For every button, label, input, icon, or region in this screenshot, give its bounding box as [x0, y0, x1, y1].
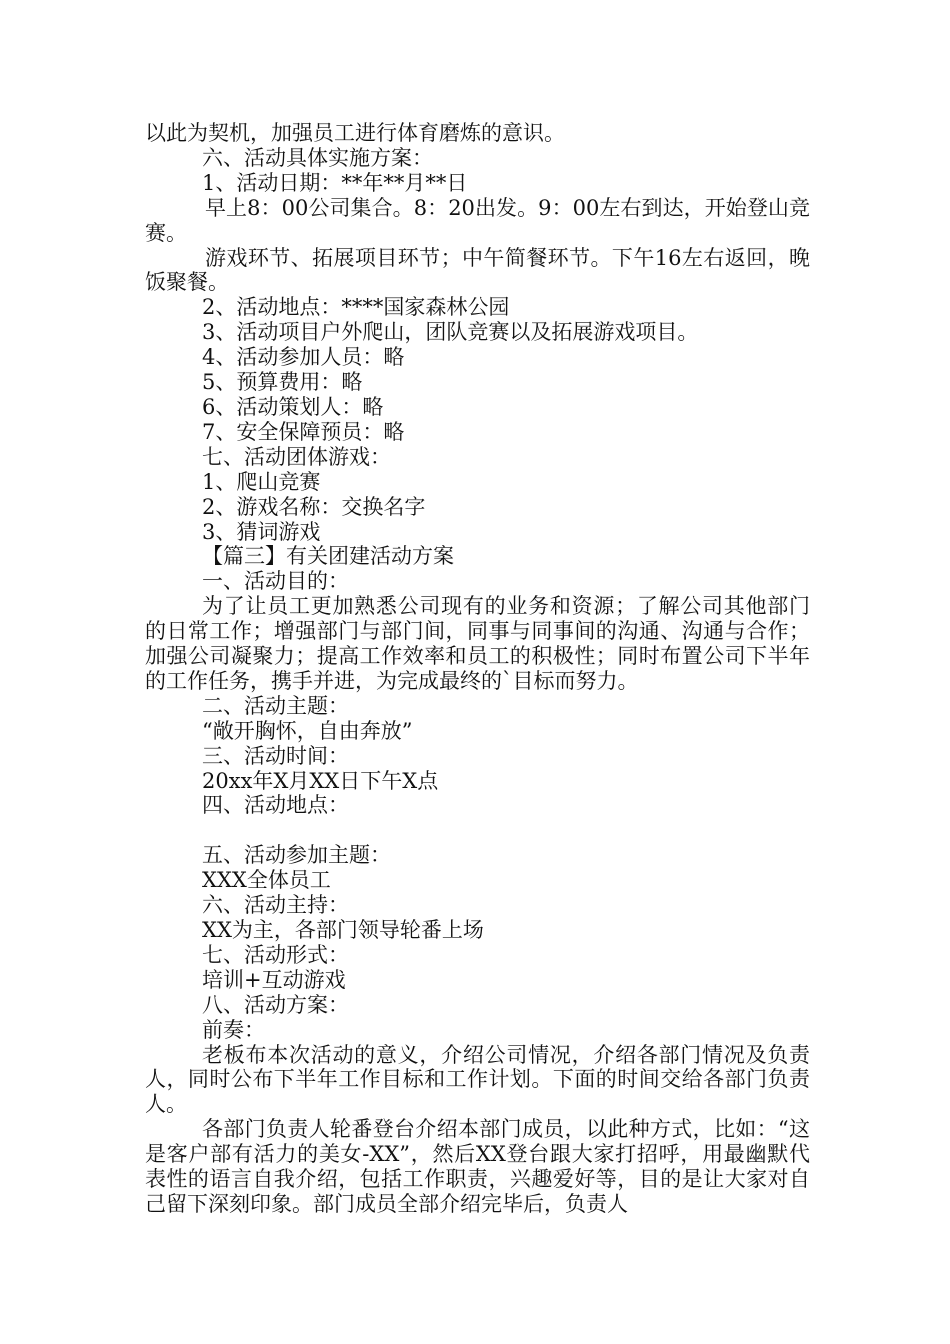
- list-item: 2、活动地点：****国家森林公园: [202, 295, 510, 320]
- paragraph: XXX全体员工: [202, 868, 331, 893]
- paragraph: 早上8：00公司集合。8：20出发。9：00左右到达，开始登山竞赛。: [145, 195, 810, 245]
- paragraph: 老板布本次活动的意义，介绍公司情况，介绍各部门情况及负责人，同时公布下半年工作目标和工作计划。下面的时间交给各部门负责人。: [145, 1042, 810, 1117]
- section-heading: 七、活动形式：: [202, 942, 349, 967]
- list-item: 4、活动参加人员：略: [202, 345, 405, 370]
- section-heading: 六、活动具体实施方案：: [202, 145, 433, 170]
- paragraph: 各部门负责人轮番登台介绍本部门成员，以此种方式，比如：“这是客户部有活力的美女-XX”，然后XX登台跟大家打招呼，用最幽默代表性的语言自我介绍，包括工作职责，兴趣爱好等，目的是让大家对自己留下深刻印象。部门成员全部介绍完毕后，负责人: [145, 1117, 810, 1216]
- paragraph: 前奏：: [202, 1017, 265, 1042]
- section-heading: 三、活动时间：: [202, 743, 349, 768]
- list-item: 1、爬山竞赛: [202, 469, 321, 494]
- section-heading: 七、活动团体游戏：: [202, 444, 391, 469]
- list-item: 5、预算费用：略: [202, 370, 363, 395]
- paragraph: 培训+互动游戏: [202, 967, 346, 992]
- chapter-heading: 【篇三】有关团建活动方案: [202, 544, 454, 569]
- section-heading: 四、活动地点：: [202, 793, 349, 818]
- list-item: 2、游戏名称：交换名字: [202, 494, 426, 519]
- paragraph: 以此为契机，加强员工进行体育磨炼的意识。: [145, 121, 565, 145]
- blank-line: [145, 818, 810, 843]
- paragraph: “敞开胸怀，自由奔放”: [202, 718, 413, 743]
- list-item: 7、安全保障预员：略: [202, 419, 405, 444]
- section-heading: 五、活动参加主题：: [202, 843, 391, 868]
- paragraph: 为了让员工更加熟悉公司现有的业务和资源；了解公司其他部门的日常工作；增强部门与部门间，同事与同事间的沟通、沟通与合作；加强公司凝聚力；提高工作效率和员工的积极性；同时布置公司下半年的工作任务，携手并进，为完成最终的`目标而努力。: [145, 594, 810, 693]
- paragraph: 游戏环节、拓展项目环节；中午简餐环节。下午16左右返回，晚饭聚餐。: [145, 245, 810, 295]
- document-body: [145, 121, 810, 1217]
- list-item: 3、猜词游戏: [202, 519, 321, 544]
- section-heading: 一、活动目的：: [202, 569, 349, 594]
- section-heading: 二、活动主题：: [202, 693, 349, 718]
- paragraph: XX为主，各部门领导轮番上场: [202, 917, 484, 942]
- list-item: 6、活动策划人：略: [202, 394, 384, 419]
- paragraph: 20xx年X月XX日下午X点: [202, 768, 439, 793]
- list-item: 3、活动项目户外爬山，团队竞赛以及拓展游戏项目。: [202, 320, 699, 345]
- list-item: 1、活动日期：**年**月**日: [202, 170, 468, 195]
- section-heading: 六、活动主持：: [202, 893, 349, 918]
- section-heading: 八、活动方案：: [202, 992, 349, 1017]
